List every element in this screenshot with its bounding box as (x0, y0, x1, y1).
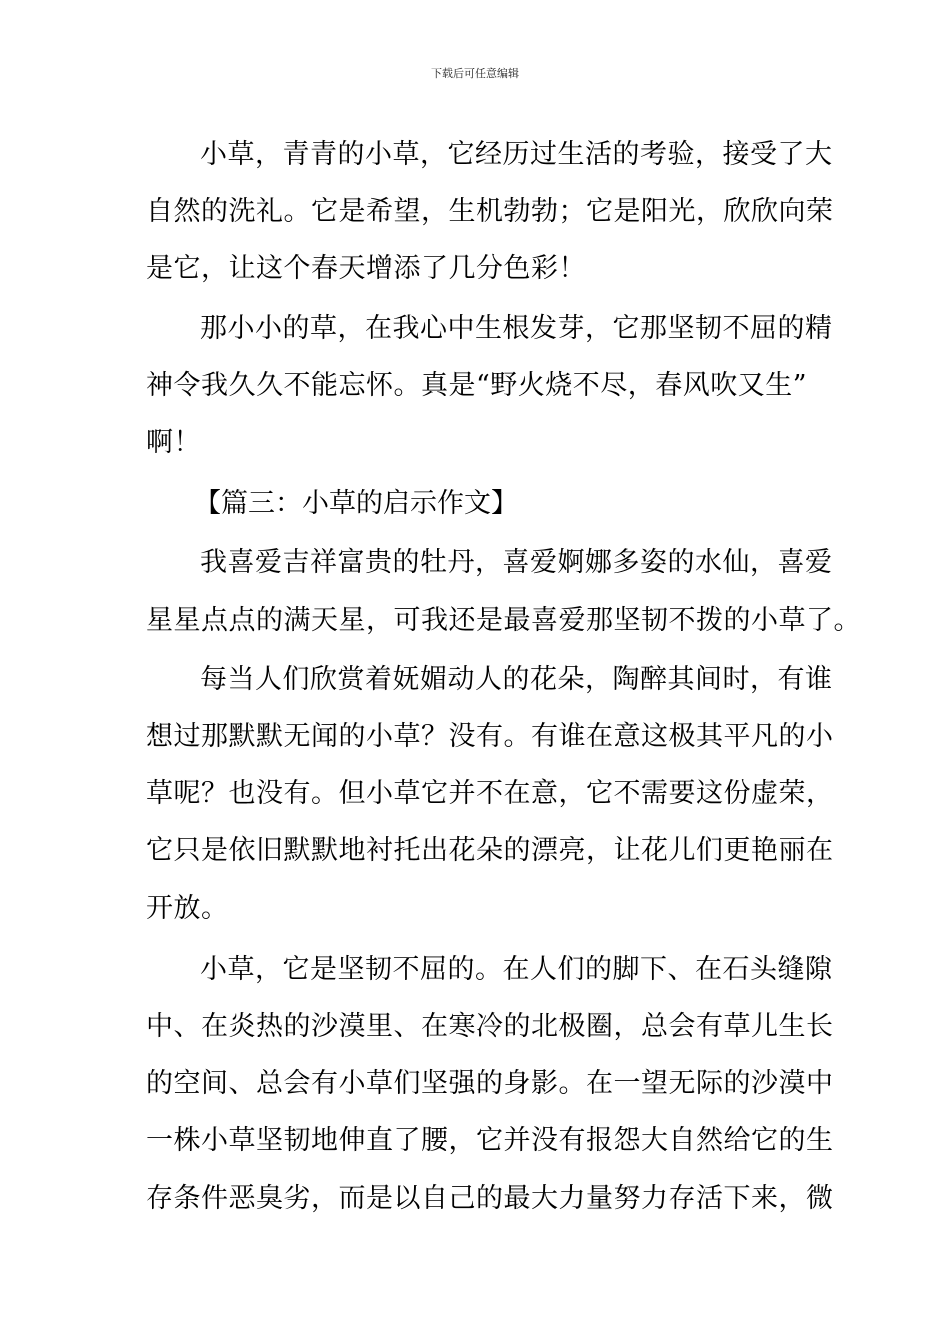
section-heading: 【篇三：小草的启示作文】 (194, 488, 518, 520)
page-header: 下载后可任意编辑 (431, 67, 519, 80)
text-line: 神令我久久不能忘怀。真是“野火烧不尽，春风吹又生” (146, 369, 808, 401)
paragraph-unnoticed-grass (146, 651, 834, 937)
text-line: 啊！ (146, 427, 201, 459)
text-line: 草呢？也没有。但小草它并不在意，它不需要这份虚荣， (146, 778, 834, 810)
paragraph-grass-spirit (146, 300, 833, 472)
text-line: 存条件恶臭劣，而是以自己的最大力量努力存活下来，微 (146, 1182, 834, 1214)
text-line: 小草，它是坚韧不屈的。在人们的脚下、在石头缝隙 (200, 953, 833, 985)
text-line: 一株小草坚韧地伸直了腰，它并没有报怨大自然给它的生 (146, 1125, 834, 1157)
text-line: 的空间、总会有小草们坚强的身影。在一望无际的沙漠中 (146, 1068, 834, 1100)
document-body (146, 126, 861, 1227)
text-line: 它只是依旧默默地衬托出花朵的漂亮，让花儿们更艳丽在 (146, 835, 834, 867)
text-line: 那小小的草，在我心中生根发芽，它那坚韧不屈的精 (200, 312, 833, 344)
text-line: 中、在炎热的沙漠里、在寒冷的北极圈，总会有草儿生长 (146, 1011, 834, 1043)
text-line: 我喜爱吉祥富贵的牡丹，喜爱婀娜多姿的水仙，喜爱 (200, 547, 833, 579)
text-line: 每当人们欣赏着妩媚动人的花朵，陶醉其间时，有谁 (200, 663, 833, 695)
text-line: 是它，让这个春天增添了几分色彩！ (146, 253, 586, 285)
text-line: 想过那默默无闻的小草？没有。有谁在意这极其平凡的小 (146, 721, 834, 753)
paragraph-grass-praise (146, 126, 834, 298)
paragraph-favorite-flowers (146, 534, 861, 648)
text-line: 小草，青青的小草，它经历过生活的考验，接受了大 (200, 139, 833, 170)
text-line: 自然的洗礼。它是希望，生机勃勃；它是阳光，欣欣向荣 (146, 196, 834, 228)
paragraph-resilient-grass (146, 941, 834, 1227)
text-line: 开放。 (146, 892, 229, 924)
text-line: 星星点点的满天星，可我还是最喜爱那坚韧不拨的小草了。 (146, 604, 861, 636)
